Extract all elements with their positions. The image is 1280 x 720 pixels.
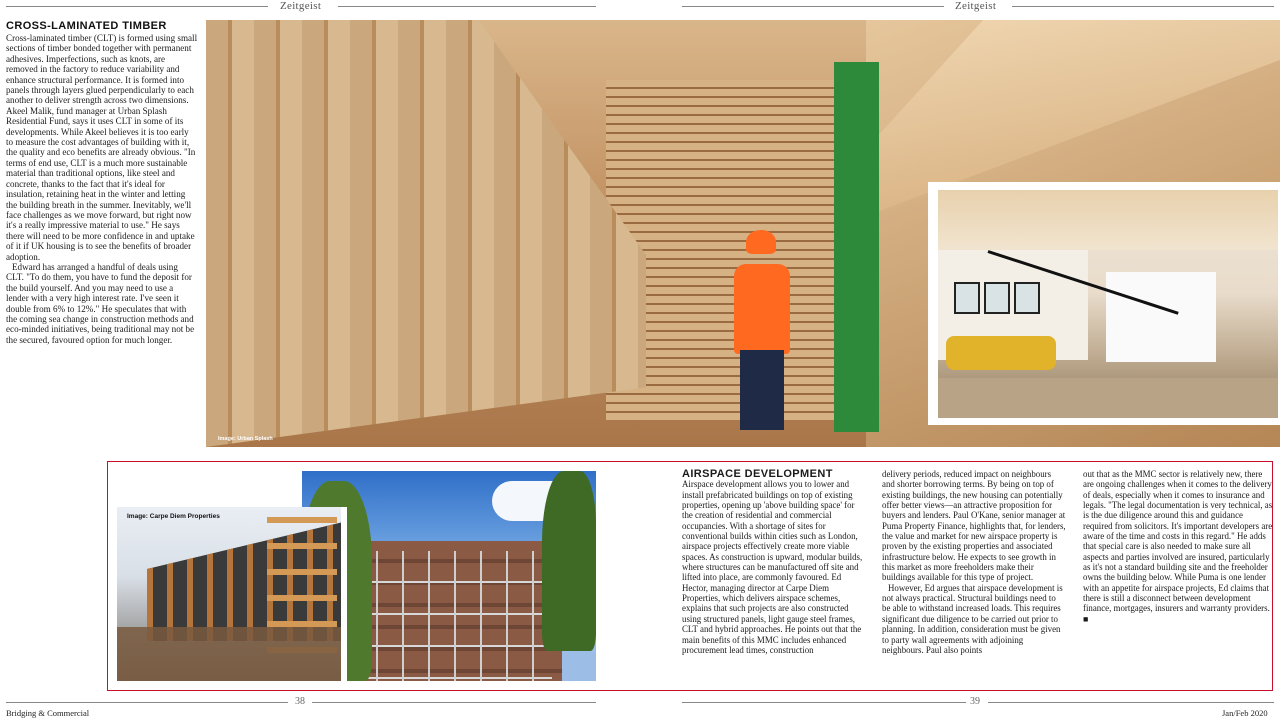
rooftop-construction-photo (117, 507, 341, 681)
scaffolding (352, 551, 552, 681)
floor (938, 378, 1278, 418)
roof-edge (117, 627, 341, 681)
photo-credit-urban-splash: Image: Urban Splash (218, 436, 273, 442)
airspace-column-2 (882, 469, 1066, 655)
kitchen-area (1106, 272, 1216, 362)
publication-name: Bridging & Commercial (6, 708, 90, 718)
timber-stack-front (206, 20, 646, 447)
header-rule-left-a (6, 6, 268, 7)
wall-art (954, 282, 980, 314)
clt-column (6, 20, 198, 345)
worker-figure (726, 230, 796, 430)
page-number-right: 39 (970, 696, 980, 707)
section-label-left: Zeitgeist (280, 0, 322, 12)
footer-rule-left-a (6, 702, 288, 703)
worker-legs (740, 350, 784, 430)
clt-paragraph: Edward has arranged a handful of deals using CLT. "To do them, you have to fund the deposit for the build yourself. And you may need to use a lender with a very high interest rate. I've seen it double from 6% to 12%." He speculates that with the coming sea change in construction methods and eco-minded initiatives, being traditional may not be the secured, favoured option for much longer. (6, 261, 195, 345)
photo-credit-carpe-diem: Image: Carpe Diem Properties (127, 513, 220, 520)
footer-rule-left-b (312, 702, 596, 703)
page-number-left: 38 (295, 696, 305, 707)
clt-heading: CROSS-LAMINATED TIMBER (6, 20, 167, 32)
section-label-right: Zeitgeist (955, 0, 997, 12)
clt-body (6, 33, 198, 345)
airspace-paragraph: However, Ed argues that airspace development is not always practical. Structural buildings need to be able to withstand increased loads. This requires significant due diligence to be carried out prior to planning. In addition, consideration must be given to party wall agreements with adjoining neighbours. Paul also points (882, 582, 1063, 655)
tree-right (542, 471, 596, 651)
airspace-paragraph: delivery periods, reduced impact on neighbours and shorter borrowing terms. By being on top of existing buildings, the new housing can potentially offer better views—an attractive proposition for buyers and lenders. Paul O'Kane, senior manager at Puma Property Finance, highlights that, for lenders, the value and market for new airspace property is proven by the existing properties and associated infrastructure below. He expects to see growth in this market as more freeholders make their buildings available for this type of project. (882, 469, 1066, 583)
airspace-heading: AIRSPACE DEVELOPMENT (682, 468, 833, 480)
airspace-column-3 (1083, 469, 1273, 624)
airspace-paragraph: out that as the MMC sector is relatively new, there are ongoing challenges when it comes to the delivery of deals, especially when it comes to insurance and legals. "The legal documentation is very technical, as is the due diligence around this and guidance required from solicitors. It's important developers are aware of the time and costs in this regard." He adds that special care is also needed to make sure all aspects and parties involved are insured, particularly as it's not a standard building site and the freeholder owns the building below. While Puma is one lender with an appetite for airspace projects, Ed claims that there is still a disconnect between development finance, mortgages, insurers and warranty providers. ■ (1083, 469, 1273, 624)
interior-photo (938, 190, 1278, 418)
interior-inset-photo (928, 182, 1280, 425)
airspace-paragraph: Airspace development allows you to lower and install prefabricated buildings on top of existing properties, opening up 'above building space' for the creation of residential and commercial occupancies. With a shortage of sites for conventional builds within cities such as London, airspace projects effectively create more viable spaces. As construction is upward, modular builds, where structures can be manufactured off site and lifted into place, are commonly favoured. Ed Hector, managing director at Carpe Diem Properties, which delivers airspace schemes, explains that such projects are also constructed using structured panels, light gauge steel frames, CLT and hybrid approaches. He points out that the main benefits of this MMC includes enhanced procurement lead times, construction (682, 479, 863, 655)
hi-vis-jacket (734, 264, 790, 354)
footer-rule-right-b (988, 702, 1274, 703)
airspace-column-1 (682, 469, 864, 655)
wall-art (984, 282, 1010, 314)
header-rule-left-b (338, 6, 596, 7)
header-rule-right-a (682, 6, 944, 7)
issue-date: Jan/Feb 2020 (1222, 708, 1268, 718)
yellow-sofa (946, 336, 1056, 370)
carpe-diem-photo (117, 507, 347, 683)
clt-paragraph: Cross-laminated timber (CLT) is formed using small sections of timber bonded together with permanent adhesives. Imperfections, such as knots, are removed in the factory to reduce variability and enhance structural performance. It is formed into panels through layers glued perpendicularly to each another to deliver strength across two dimensions. Akeel Malik, fund manager at Urban Splash Residential Fund, says it uses CLT in some of its developments. While Akeel believes it is too early to measure the cost advantages of building with it, the quality and eco benefits are already obvious. "In terms of end use, CLT is a much more sustainable material than traditional options, like steel and concrete, thanks to the fact that it's ideal for insulation, retaining heat in the winter and letting the building breath in the summer. Inevitably, we'll face challenges as we move forward, but right now it's a really impressive material to use." He says there will need to be more confidence in and uptake of it if UK housing is to see the benefits of broader adoption. (6, 33, 198, 262)
timber-ceiling (938, 190, 1278, 250)
header-rule-right-b (1012, 6, 1274, 7)
green-panel (834, 62, 879, 432)
footer-rule-right-a (682, 702, 966, 703)
wall-art (1014, 282, 1040, 314)
hard-hat (746, 230, 776, 254)
